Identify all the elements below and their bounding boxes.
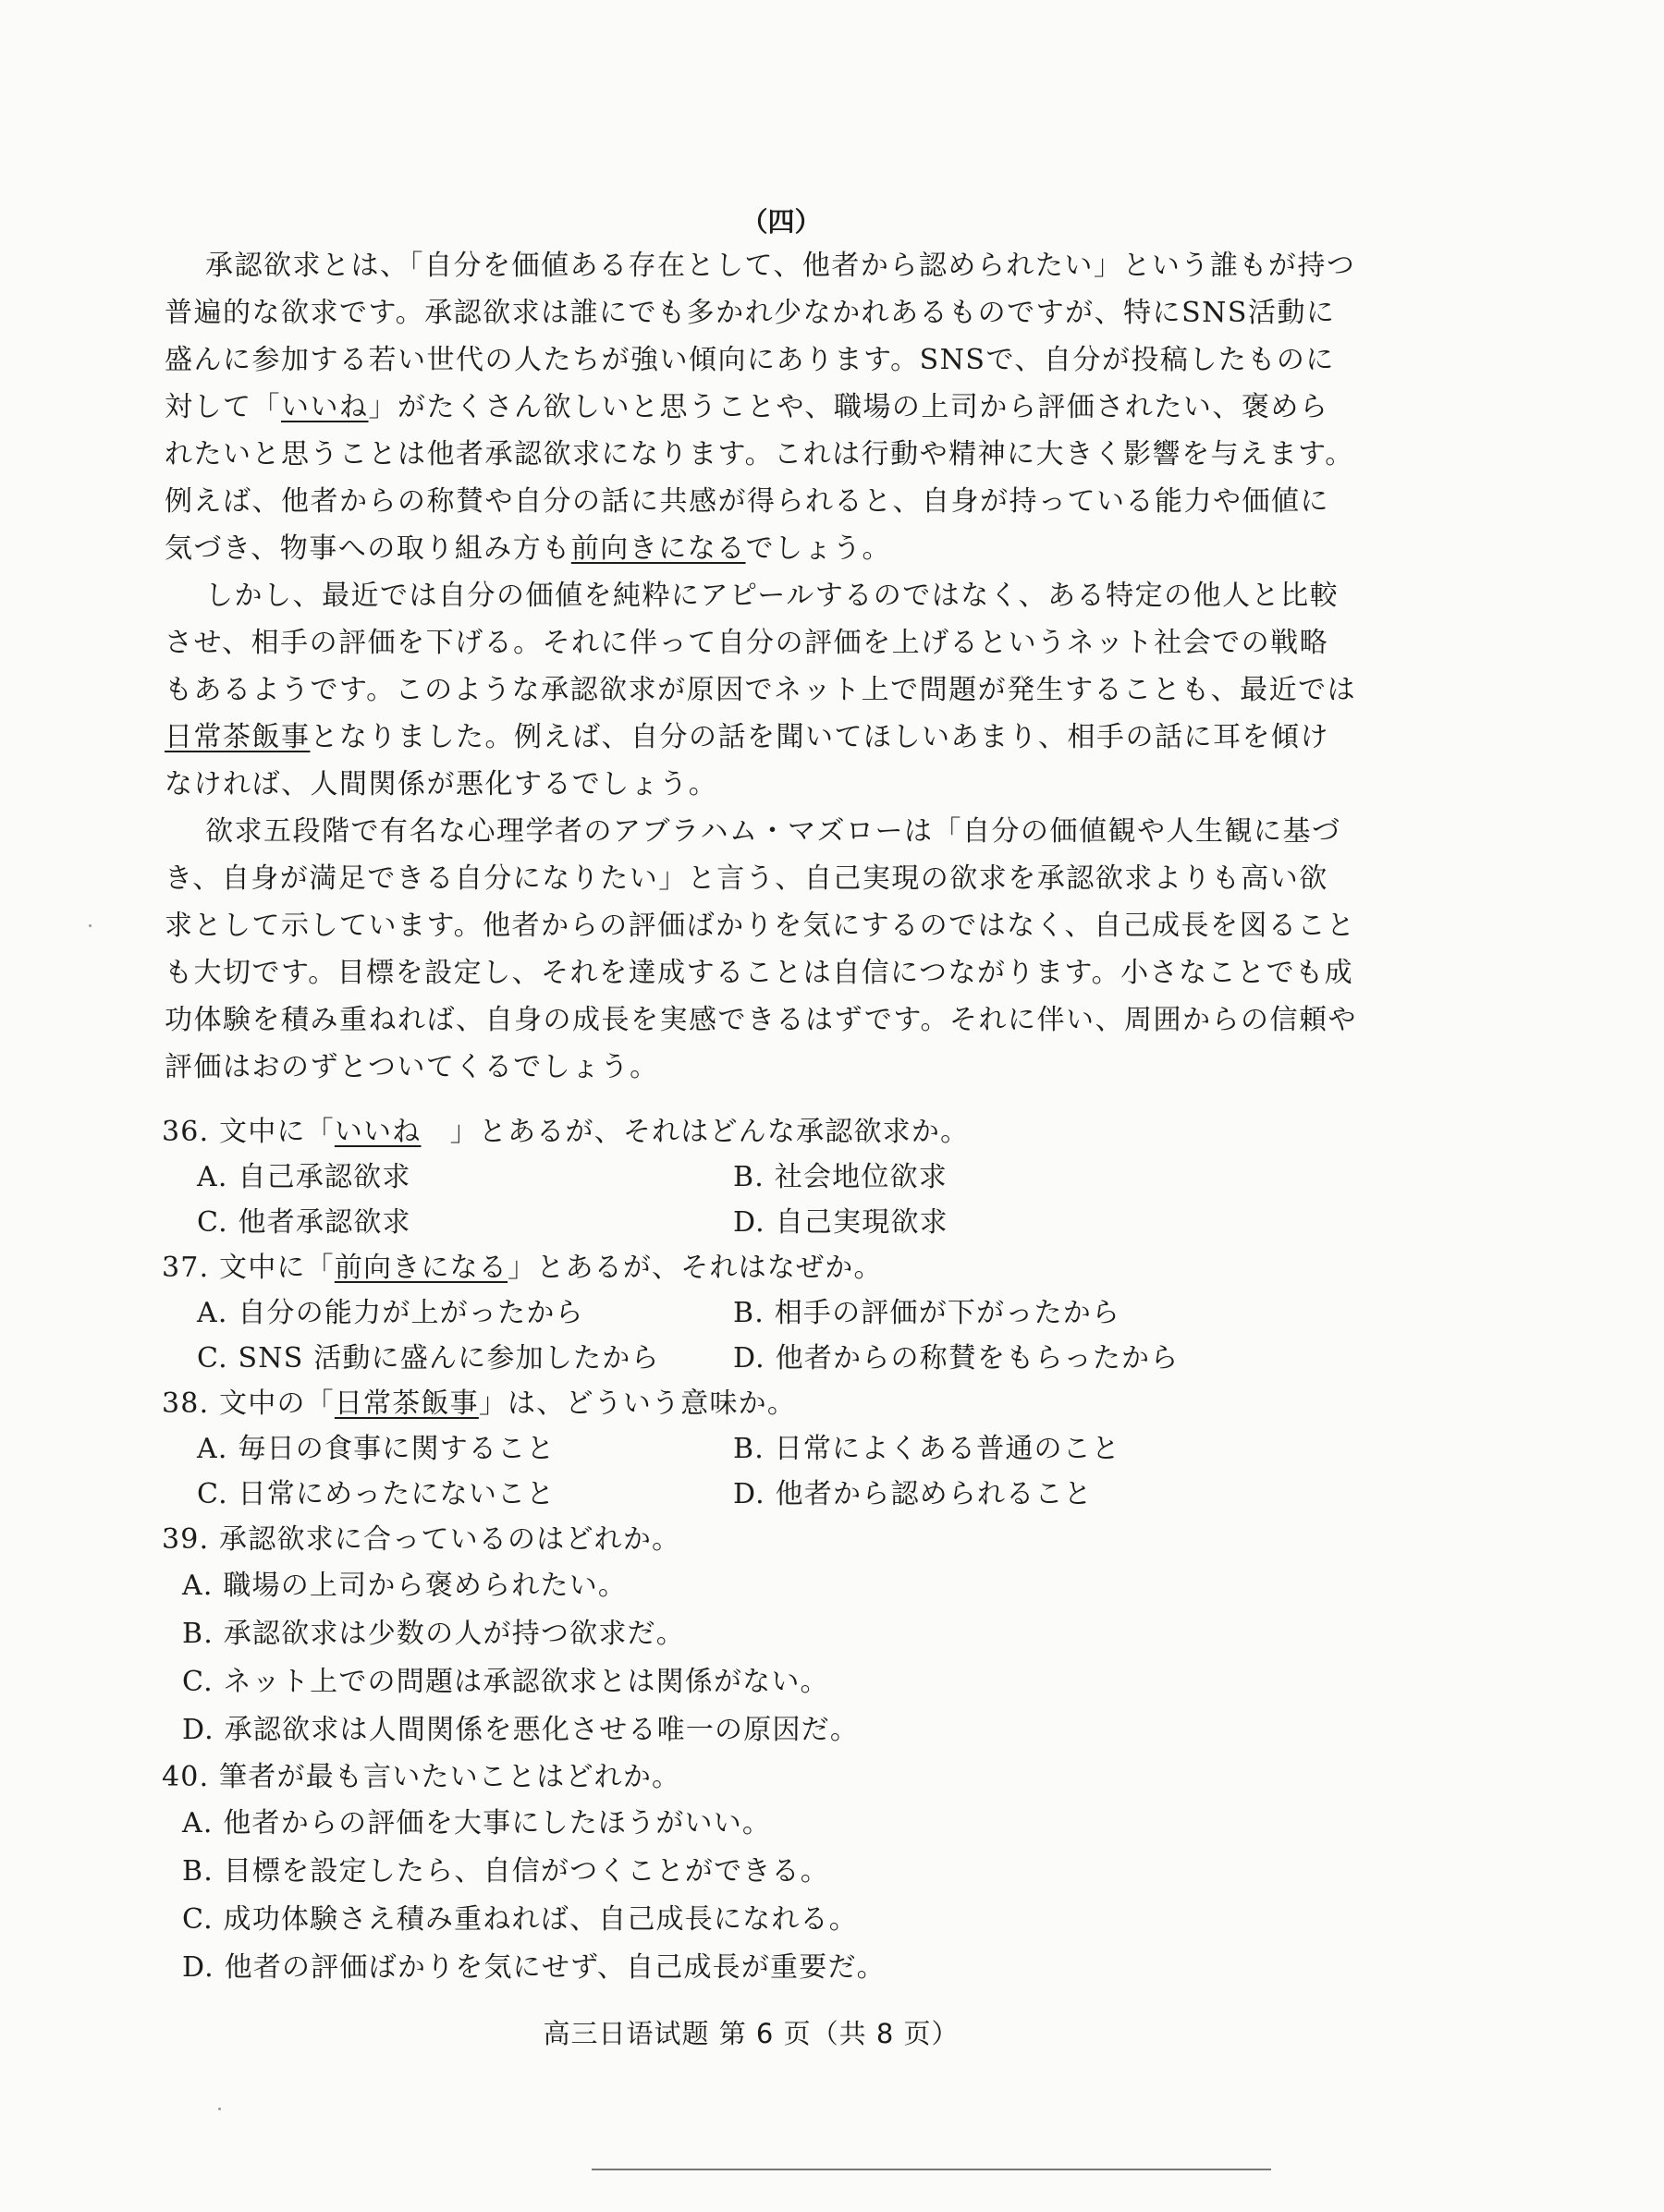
text-run: 」とあるが、それはなぜか。 xyxy=(508,1252,883,1284)
text-run: 38. 文中の「 xyxy=(162,1387,335,1420)
answer-option-a: A. 職場の上司から褒められたい。 xyxy=(182,1570,628,1602)
answer-option-c: C. 他者承認欲求 xyxy=(197,1206,411,1239)
answer-option-b: B. 社会地位欲求 xyxy=(733,1161,948,1193)
answer-options xyxy=(162,1155,1391,1245)
answer-option-a: A. 自分の能力が上がったから xyxy=(197,1297,584,1329)
answer-option-c: C. 日常にめったにないこと xyxy=(197,1478,556,1510)
text-run: となりました。例えば、自分の話を聞いてほしいあまり、相手の話に耳を傾けなければ、人間関係が悪化するでしょう。 xyxy=(165,721,1329,800)
answer-option-a: A. 他者からの評価を大事にしたほうがいい。 xyxy=(182,1807,772,1839)
passage-paragraph-2 xyxy=(165,572,1357,808)
answer-options xyxy=(162,1562,1391,1754)
answer-option-d: D. 自己実現欲求 xyxy=(733,1206,948,1239)
answer-option-c: C. SNS 活動に盛んに参加したから xyxy=(197,1342,660,1375)
underlined-phrase: いいね xyxy=(281,391,369,423)
answer-option-d: D. 他者の評価ばかりを気にせず、自己成長が重要だ。 xyxy=(182,1951,886,1984)
bottom-rule xyxy=(592,2169,1271,2170)
underlined-phrase: 前向きになる xyxy=(334,1252,508,1284)
underlined-phrase: 前向きになる xyxy=(570,532,746,565)
text-run: 40. 筆者が最も言いたいことはどれか。 xyxy=(162,1761,681,1793)
text-run: 37. 文中に「 xyxy=(162,1252,335,1284)
underlined-phrase: いいね xyxy=(334,1116,422,1148)
text-run: 」がたくさん欲しいと思うことや、職場の上司から評価されたい、褒められたいと思うことは他者承認欲求になります。これは行動や精神に大きく影響を与えます。例えば、他者からの称賛や自分の話に共感が得られると、自身が持っている能力や価値に気づき、物事への取り組み方も xyxy=(165,391,1354,565)
question-38 xyxy=(162,1381,1391,1517)
section-title: （四） xyxy=(740,206,822,238)
answer-option-d: D. 他者からの称賛をもらったから xyxy=(733,1342,1180,1375)
question-list xyxy=(162,1109,1391,1992)
question-37 xyxy=(162,1245,1391,1381)
answer-option-d: D. 承認欲求は人間関係を悪化させる唯一の原因だ。 xyxy=(182,1714,860,1746)
answer-option-c: C. 成功体験さえ積み重ねれば、自己成長になれる。 xyxy=(182,1903,858,1936)
answer-option-b: B. 日常によくある普通のこと xyxy=(733,1433,1121,1465)
page-footer: 高三日语试题 第 6 页（共 8 页） xyxy=(543,2018,960,2049)
reading-passage xyxy=(165,242,1357,1091)
answer-option-b: B. 相手の評価が下がったから xyxy=(733,1297,1121,1329)
answer-options xyxy=(162,1800,1391,1992)
question-stem xyxy=(162,1245,1391,1290)
answer-option-a: A. 自己承認欲求 xyxy=(197,1161,411,1193)
question-stem xyxy=(162,1109,1391,1155)
question-stem xyxy=(162,1754,1391,1800)
text-run: 39. 承認欲求に合っているのはどれか。 xyxy=(162,1523,681,1556)
question-36 xyxy=(162,1109,1391,1245)
passage-paragraph-3 xyxy=(165,808,1357,1091)
scan-speck xyxy=(218,2108,221,2110)
question-stem xyxy=(162,1517,1391,1562)
answer-option-d: D. 他者から認められること xyxy=(733,1478,1093,1510)
answer-option-b: B. 目標を設定したら、自信がつくことができる。 xyxy=(182,1855,829,1888)
answer-option-c: C. ネット上での問題は承認欲求とは関係がない。 xyxy=(182,1666,829,1698)
text-run: 」とあるが、それはどんな承認欲求か。 xyxy=(421,1116,970,1148)
underlined-phrase: 日常茶飯事 xyxy=(334,1387,479,1420)
question-40 xyxy=(162,1754,1391,1992)
text-run: 36. 文中に「 xyxy=(162,1116,335,1148)
scan-speck xyxy=(89,924,92,927)
question-39 xyxy=(162,1517,1391,1754)
text-run: 」は、どういう意味か。 xyxy=(478,1387,797,1420)
answer-options xyxy=(162,1290,1391,1381)
text-run: 欲求五段階で有名な心理学者のアブラハム・マズローは「自分の価値観や人生観に基づき、自身が満足できる自分になりたい」と言う、自己実現の欲求を承認欲求よりも高い欲求として示しています。他者からの評価ばかりを気にするのではなく、自己成長を図ることも大切です。目標を設定し、それを達成することは自信につながります。小さなことでも成功体験を積み重ねれば、自身の成長を実感できるはずです。それに伴い、周囲からの信頼や評価はおのずとついてくるでしょう。 xyxy=(165,815,1357,1083)
answer-options xyxy=(162,1426,1391,1517)
text-run: 承認欲求とは、「自分を価値ある存在として、他者から認められたい」という誰もが持つ普遍的な欲求です。承認欲求は誰にでも多かれ少なかれあるものですが、特にSNS活動に盛んに参加する若い世代の人たちが強い傾向にあります。SNSで、自分が投稿したものに対して「 xyxy=(165,250,1356,423)
answer-option-b: B. 承認欲求は少数の人が持つ欲求だ。 xyxy=(182,1618,685,1650)
text-run: しかし、最近では自分の価値を純粋にアピールするのではなく、ある特定の他人と比較させ、相手の評価を下げる。それに伴って自分の評価を上げるというネット社会での戦略もあるようです。このような承認欲求が原因でネット上で問題が発生することも、最近では xyxy=(165,580,1357,706)
passage-paragraph-1 xyxy=(165,242,1357,572)
question-stem xyxy=(162,1381,1391,1426)
text-run: でしょう。 xyxy=(745,532,892,565)
underlined-phrase: 日常茶飯事 xyxy=(165,721,311,753)
answer-option-a: A. 毎日の食事に関すること xyxy=(197,1433,556,1465)
